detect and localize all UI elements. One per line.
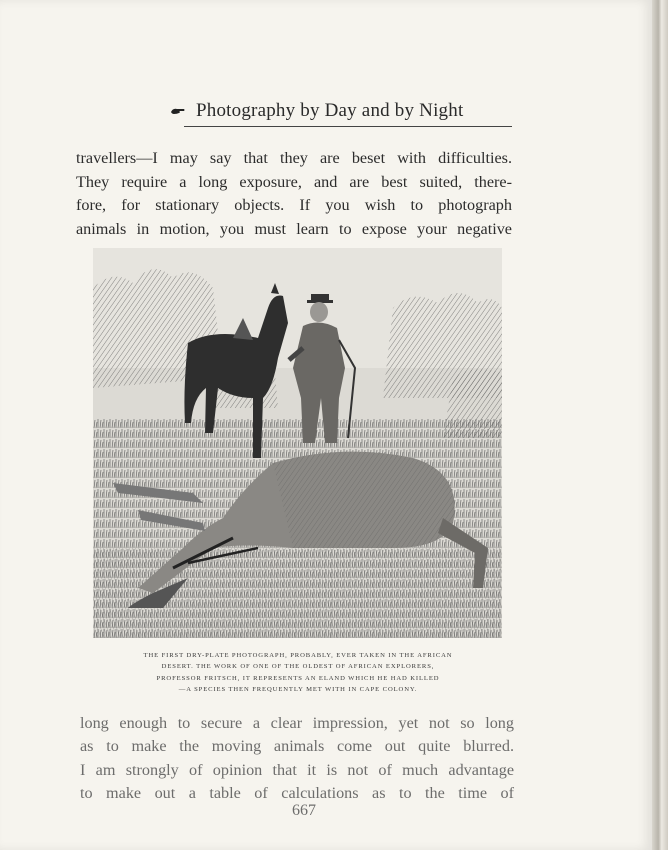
text-line: I am strongly of opinion that it is not of much advantage	[80, 760, 514, 779]
text-line: travellers—I may say that they are beset with difficulties.	[76, 149, 512, 167]
caption-line: —A SPECIES THEN FREQUENTLY MET WITH IN CAPE COLONY.	[178, 685, 418, 693]
text-line: as to make the moving animals come out quite blurred.	[80, 737, 514, 756]
text-line: long enough to secure a clear impression, yet not so long	[80, 714, 514, 732]
text-line: fore, for stationary objects. If you wish to photograph	[76, 196, 512, 215]
body-text-bottom	[80, 712, 514, 806]
eland-engraving	[93, 248, 502, 638]
hand-pointer-icon	[170, 100, 186, 122]
text-line: They require a long exposure, and are best suited, there-	[76, 172, 512, 191]
caption-line: THE FIRST DRY-PLATE PHOTOGRAPH, PROBABLY, EVER TAKEN IN THE AFRICAN	[143, 652, 453, 659]
text-line: animals in motion, you must learn to expose your negative	[76, 220, 512, 239]
body-text-top	[76, 147, 512, 242]
caption-line: PROFESSOR FRITSCH, IT REPRESENTS AN ELAND WHICH HE HAD KILLED	[156, 674, 440, 682]
engraving-drawing	[93, 248, 502, 638]
page-number: 667	[292, 802, 316, 819]
caption-line: DESERT. THE WORK OF ONE OF THE OLDEST OF AFRICAN EXPLORERS,	[161, 663, 435, 671]
header-rule	[184, 126, 512, 127]
running-header-title: Photography by Day and by Night	[196, 100, 464, 121]
running-header	[170, 100, 512, 122]
text-line: to make out a table of calculations as to the time of	[80, 784, 514, 803]
plate-caption	[93, 650, 503, 695]
page-edge	[652, 0, 668, 850]
